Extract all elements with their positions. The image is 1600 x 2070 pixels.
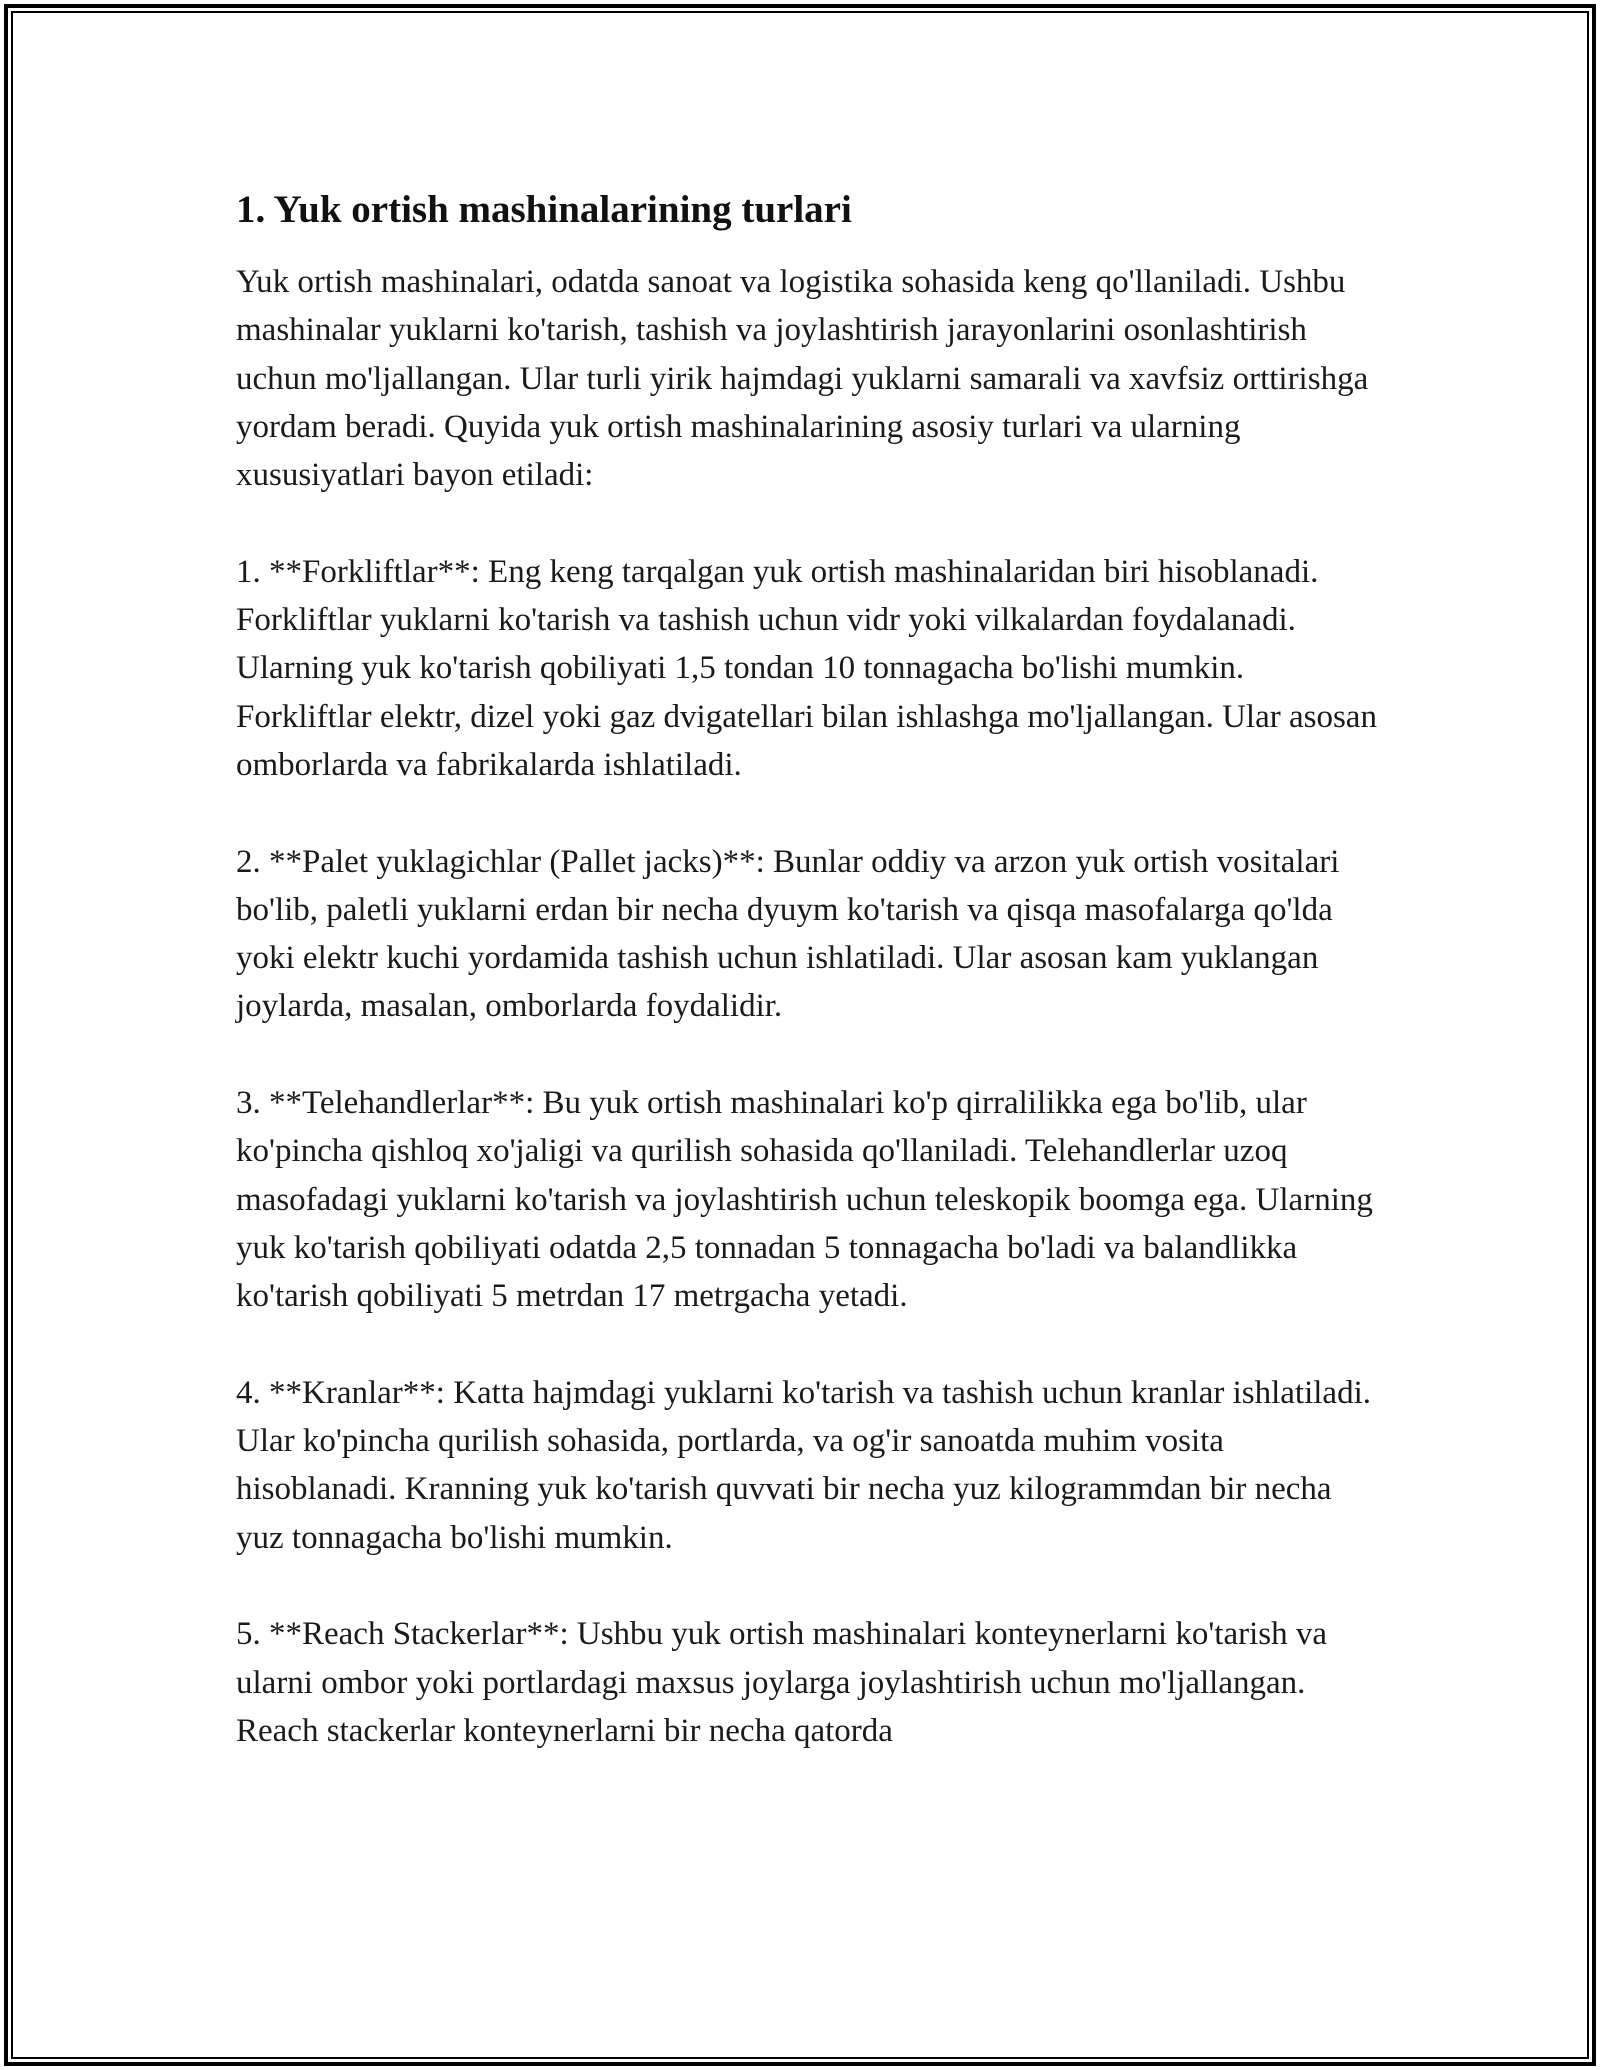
section-heading: 1. Yuk ortish mashinalarining turlari [236, 188, 852, 231]
list-item-cranes: 4. **Kranlar**: Katta hajmdagi yuklarni ko'tarish va tashish uchun kranlar ishlatiladi. Ular ko'pincha qurilish sohasida, portlarda, va og'ir sanoatda muhim vosita hisoblanadi. Kranning yuk ko'tarish quvvati bir necha yuz kilogrammdan bir necha yuz tonnagacha bo'lishi mumkin. [236, 1374, 1371, 1556]
list-item-telehandlers: 3. **Telehandlerlar**: Bu yuk ortish mashinalari ko'p qirralilikka ega bo'lib, ular ko'pincha qishloq xo'jaligi va qurilish sohasida qo'llaniladi. Telehandlerlar uzoq masofadagi yuklarni ko'tarish va joylashtirish uchun teleskopik boomga ega. Ularning yuk ko'tarish qobiliyati odatda 2,5 tonnadan 5 tonnagacha bo'ladi va balandlikka ko'tarish qobiliyati 5 metrdan 17 metrgacha yetadi. [236, 1085, 1373, 1315]
list-item-pallet-jacks: 2. **Palet yuklagichlar (Pallet jacks)**: Bunlar oddiy va arzon yuk ortish vositalari bo'lib, paletli yuklarni erdan bir necha dyuym ko'tarish va qisqa masofalarga qo'lda yoki elektr kuchi yordamida tashish uchun ishlatiladi. Ular asosan kam yuklangan joylarda, masalan, omborlarda foydalidir. [236, 843, 1340, 1025]
list-item-forklifts: 1. **Forkliftlar**: Eng keng tarqalgan yuk ortish mashinalaridan biri hisoblanadi. Forkliftlar yuklarni ko'tarish va tashish uchun vidr yoki vilkalardan foydalanadi. Ularning yuk ko'tarish qobiliyati 1,5 tondan 10 tonnagacha bo'lishi mumkin. Forkliftlar elektr, dizel yoki gaz dvigatellari bilan ishlashga mo'ljallangan. Ular asosan omborlarda va fabrikalarda ishlatiladi. [236, 553, 1377, 783]
list-item-reach-stackers: 5. **Reach Stackerlar**: Ushbu yuk ortish mashinalari konteynerlarni ko'tarish va ularni ombor yoki portlardagi maxsus joylarga joylashtirish uchun mo'ljallangan. Reach stackerlar konteynerlarni bir necha qatorda [236, 1616, 1327, 1749]
intro-paragraph: Yuk ortish mashinalari, odatda sanoat va logistika sohasida keng qo'llaniladi. Ushbu mashinalar yuklarni ko'tarish, tashish va joylashtirish jarayonlarini osonlashtirish uchun mo'ljallangan. Ular turli yirik hajmdagi yuklarni samarali va xavfsiz orttirishga yordam beradi. Quyida yuk ortish mashinalarining asosiy turlari va ularning xususiyatlari bayon etiladi: [236, 264, 1369, 494]
document-body [236, 186, 1386, 1804]
